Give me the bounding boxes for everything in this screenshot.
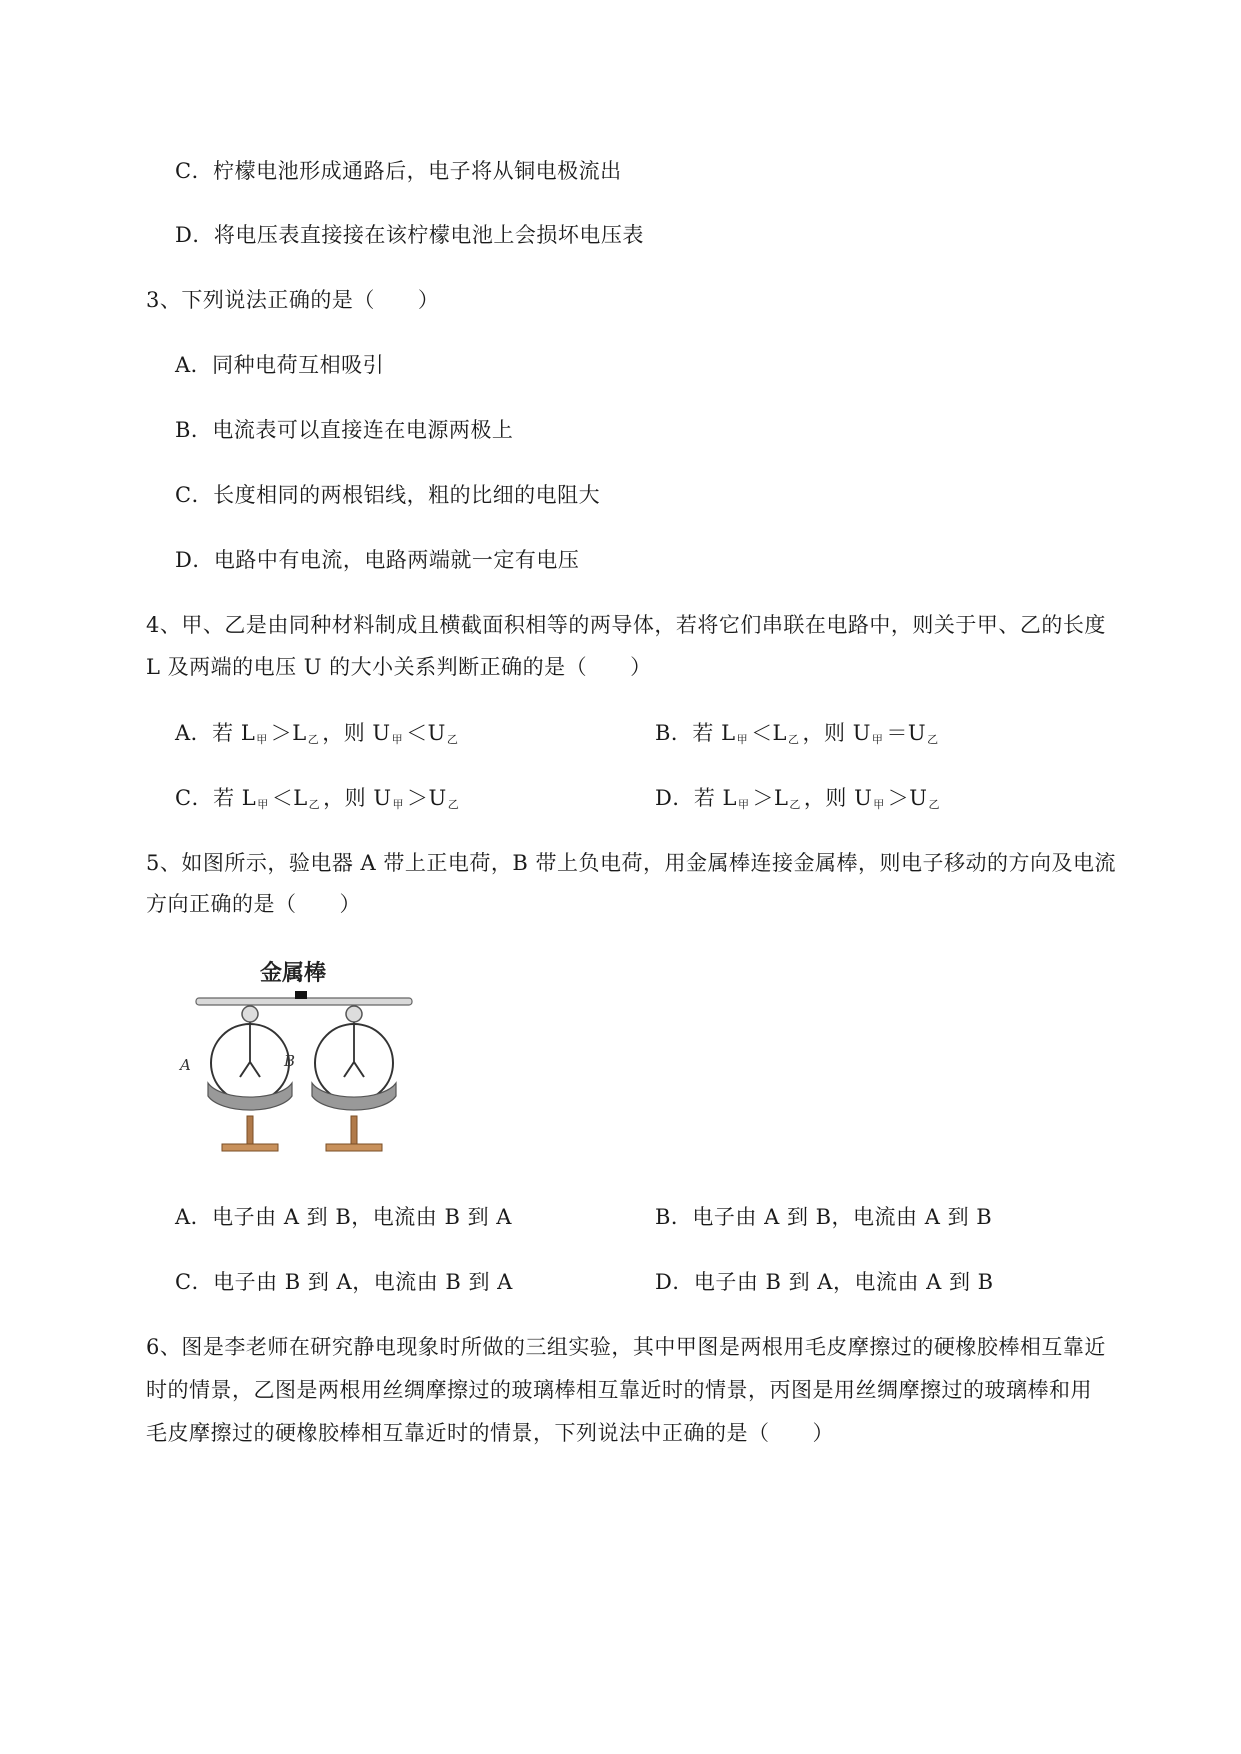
q2-option-d: D．将电压表直接接在该柠檬电池上会损坏电压表	[175, 223, 644, 247]
rod-handle	[295, 991, 307, 999]
q4-option-d: D．若 $L_甲 >L_乙$ ，则 $U_甲 >U_乙$	[655, 786, 940, 811]
metal-rod	[196, 998, 412, 1005]
q4-stem-line1: 4、甲、乙是由同种材料制成且横截面积相等的两导体，若将它们串联在电路中，则关于甲、乙的长度	[146, 613, 1106, 637]
q3-option-a: A．同种电荷互相吸引	[175, 353, 385, 377]
q5-stem-line2: 方向正确的是（ ）	[146, 892, 361, 916]
q5-stem-line1: 5、如图所示，验电器 A 带上正电荷，B 带上负电荷，用金属棒连接金属棒，则电子移动的方向及电流	[146, 851, 1116, 875]
figure-title: 金属棒	[260, 961, 327, 986]
q3-option-c: C．长度相同的两根铝线，粗的比细的电阻大	[175, 483, 601, 507]
q5-option-b: B．电子由 A 到 B，电流由 A 到 B	[655, 1205, 993, 1229]
q5-option-a: A．电子由 A 到 B，电流由 B 到 A	[175, 1205, 512, 1229]
q4-option-c: C．若 $L_甲 <L_乙$ ，则 $U_甲 >U_乙$	[175, 786, 460, 811]
electroscope-figure	[176, 950, 426, 1165]
q3-option-d: D．电路中有电流，电路两端就一定有电压	[175, 548, 580, 572]
q6-line3: 毛皮摩擦过的硬橡胶棒相互靠近时的情景，下列说法中正确的是（ ）	[146, 1421, 834, 1445]
q3-stem: 3、下列说法正确的是（ ）	[146, 288, 440, 312]
label-a: A	[180, 1056, 191, 1074]
q4-option-b: B．若 $L_甲 <L_乙$ ，则 $U_甲 =U_乙$	[655, 721, 939, 746]
q3-option-b: B．电流表可以直接连在电源两极上	[175, 418, 514, 442]
label-b: B	[284, 1052, 296, 1070]
q2-option-c: C．柠檬电池形成通路后，电子将从铜电极流出	[175, 159, 622, 183]
q4-stem-line2: L 及两端的电压 U 的大小关系判断正确的是（ ）	[146, 655, 652, 679]
electroscope-a	[208, 1006, 292, 1151]
q4-option-a: A．若 $L_甲 >L_乙$ ，则 $U_甲 <U_乙$	[175, 721, 459, 746]
q6-line2: 时的情景，乙图是两根用丝绸摩擦过的玻璃棒相互靠近时的情景，丙图是用丝绸摩擦过的玻璃棒和用	[146, 1378, 1092, 1402]
q5-option-c: C．电子由 B 到 A，电流由 B 到 A	[175, 1270, 513, 1294]
q6-line1: 6、图是李老师在研究静电现象时所做的三组实验，其中甲图是两根用毛皮摩擦过的硬橡胶棒相互靠近	[146, 1335, 1106, 1359]
electroscope-b	[312, 1006, 396, 1151]
q5-option-d: D．电子由 B 到 A，电流由 A 到 B	[655, 1270, 994, 1294]
